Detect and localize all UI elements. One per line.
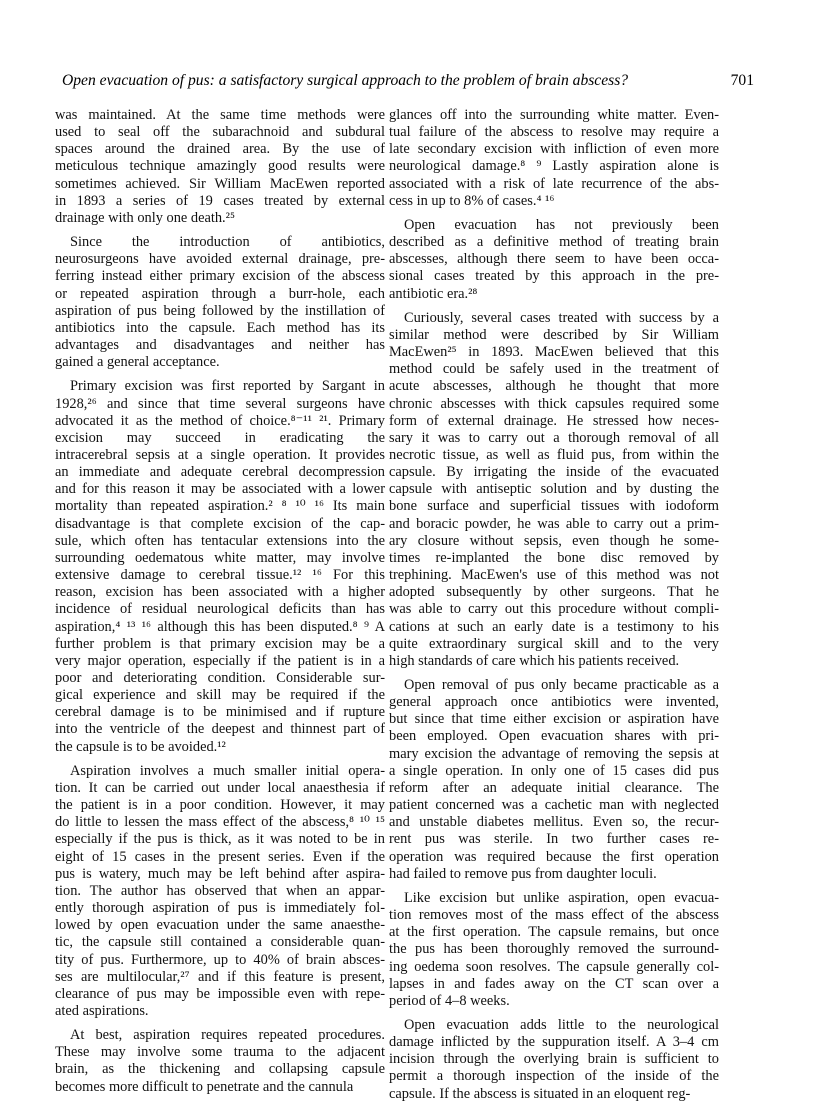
text-line: 1928,²⁶ and since that time several surgeons have [55, 395, 385, 412]
text-line: high standards of care which his patients received. [389, 652, 680, 669]
text-line: becomes more difficult to penetrate and the cannula [55, 1078, 354, 1095]
text-line: ently thorough aspiration of pus is immediately fol- [55, 900, 385, 917]
text-line: cations at such an early date is a testimony to his [389, 618, 719, 635]
paragraph [389, 310, 719, 670]
text-line: capsule. By irrigating the inside of the evacuated [389, 464, 719, 481]
text-line: had failed to remove pus from daughter loculi. [389, 865, 657, 882]
text-line: and boracic powder, he was able to carry out a prim- [389, 515, 719, 532]
text-line: Aspiration involves a much smaller initial opera- [70, 762, 385, 779]
paragraph [389, 217, 719, 303]
text-line: necrotic tissue, as well as fluid pus, from within the [389, 446, 719, 463]
paragraph [389, 890, 719, 1010]
text-line: Like excision but unlike aspiration, open evacua- [404, 889, 719, 906]
paragraph [55, 378, 385, 755]
text-line: in 1893 a series of 19 cases treated by external [55, 192, 385, 209]
text-line: intracerebral sepsis at a single operation. It provides [55, 446, 385, 463]
text-line: and for this reason it may be associated with a lower [55, 481, 385, 498]
text-line: extensive damage to cerebral tissue.¹² ¹⁶ For this [55, 567, 385, 584]
running-header [62, 72, 754, 96]
text-line: especially if the pus is thick, as it was noted to be in [55, 831, 385, 848]
text-line: incision through the overlying brain is sufficient to [389, 1051, 719, 1068]
text-line: lowed by open evacuation under the same anaesthe- [55, 917, 385, 934]
left-text-column [55, 107, 385, 1103]
paragraph [55, 1027, 385, 1096]
text-line: a single operation. In only one of 15 cases did pus [389, 762, 719, 779]
text-line: and unstable diabetes mellitus. Even so, the recur- [389, 814, 719, 831]
text-line: eight of 15 cases in the present series. Even if the [55, 848, 385, 865]
text-line: poor and deteriorating condition. Considerable sur- [55, 670, 385, 686]
text-line: aspiration of pus being followed by the instillation of [55, 302, 385, 319]
text-line: tion removes most of the mass effect of the abscess [389, 907, 719, 924]
text-line: associated with a risk of late recurrence of the abs- [389, 175, 719, 192]
text-line: was able to carry out this procedure without compli- [389, 601, 719, 618]
text-line: or repeated aspiration through a burr-hole, each [55, 285, 385, 302]
text-line: lapses in and fades away on the CT scan over a [389, 975, 719, 992]
text-line: tic, the capsule still contained a considerable quan- [55, 934, 385, 951]
text-line: Open evacuation has not previously been [404, 216, 719, 233]
text-line: These may involve some trauma to the adjacent [55, 1044, 385, 1061]
text-line: been employed. Open evacuation shares with pri- [389, 728, 719, 745]
text-line: reform after an adequate initial clearance. The [389, 779, 719, 796]
running-title: Open evacuation of pus: a satisfactory surgical approach to the problem of brain abscess? [62, 72, 629, 89]
text-line: but since that time either excision or aspiration have [389, 711, 719, 728]
right-text-column [389, 107, 719, 1110]
text-line: times re-implanted the bone disc removed by [389, 549, 719, 566]
text-line: advocated it as the method of choice.⁸⁻¹¹ ²¹. Primary [55, 412, 385, 429]
text-line: chronic abscesses with thick capsules required some [389, 395, 719, 412]
text-line: acute abscesses, although he thought that more [389, 378, 719, 395]
text-line: adopted subsequently by other surgeons. That he [389, 584, 719, 601]
paragraph [389, 1017, 719, 1103]
text-line: neurological damage.⁸ ⁹ Lastly aspiration alone is [389, 158, 719, 175]
text-line: gical experience and skill may be required if the [55, 687, 385, 704]
text-line: was maintained. At the same time methods were [55, 107, 385, 123]
text-line: meticulous technique amazingly good results were [55, 158, 385, 175]
text-line: capsule with antiseptic solution and by dusting the [389, 481, 719, 498]
text-line: ses are multilocular,²⁷ and if this feature is present, [55, 968, 385, 985]
text-line: bone surface and superficial tissues with iodoform [389, 498, 719, 515]
text-line: mary excision the advantage of removing the sepsis at [389, 745, 719, 762]
text-line: capsule. If the abscess is situated in an eloquent reg- [389, 1085, 691, 1102]
text-line: ary closure without sepsis, even though he some- [389, 532, 719, 549]
text-line: glances off into the surrounding white matter. Even- [389, 107, 719, 123]
paragraph [55, 107, 385, 227]
text-line: sional cases treated by this approach in the pre- [389, 268, 719, 285]
text-line: surrounding oedematous white matter, may involve [55, 549, 385, 566]
text-line: incidence of residual neurological deficits than has [55, 601, 385, 618]
text-line: the pus has been thoroughly removed the surround- [389, 941, 719, 958]
text-line: into the ventricle of the deepest and thinnest part of [55, 721, 385, 738]
text-line: Since the introduction of antibiotics, [70, 234, 385, 251]
text-line: permit a thorough inspection of the inside of the [389, 1068, 719, 1085]
text-line: further problem is that primary excision may be a [55, 635, 385, 652]
text-line: at the first operation. The capsule remains, but once [389, 924, 719, 941]
text-line: Primary excision was first reported by Sargant in [70, 378, 385, 395]
paragraph [55, 763, 385, 1020]
text-line: Curiously, several cases treated with success by a [404, 309, 719, 326]
text-line: used to seal off the subarachnoid and subdural [55, 124, 385, 141]
text-line: operation was required because the first operation [389, 848, 719, 865]
text-line: cess in up to 8% of cases.⁴ ¹⁶ [389, 192, 555, 209]
text-line: an immediate and adequate cerebral decompression [55, 464, 385, 481]
text-line: form of external drainage. He stressed how neces- [389, 412, 719, 429]
text-line: late secondary excision with infliction of even more [389, 141, 719, 158]
text-line: ated aspirations. [55, 1002, 149, 1019]
paragraph [389, 677, 719, 883]
text-line: general approach once antibiotics were invented, [389, 694, 719, 711]
text-line: tity of pus. Furthermore, up to 40% of brain absces- [55, 951, 385, 968]
text-line: the patient is in a poor condition. However, it may [55, 797, 385, 814]
text-line: sometimes achieved. Sir William MacEwen reported [55, 175, 385, 192]
text-line: tion. The author has observed that when an appar- [55, 882, 385, 899]
text-line: tion. It can be carried out under local anaesthesia if [55, 779, 385, 796]
text-line: tual failure of the abscess to resolve may require a [389, 124, 719, 141]
text-line: MacEwen²⁵ in 1893. MacEwen believed that this [389, 344, 719, 361]
text-line: reason, excision has been associated with a higher [55, 584, 385, 601]
text-line: At best, aspiration requires repeated procedures. [70, 1027, 385, 1044]
text-line: gained a general acceptance. [55, 354, 220, 371]
text-line: quite extraordinary surgical skill and to the very [389, 635, 719, 652]
text-line: described as a definitive method of treating brain [389, 234, 719, 251]
text-line: antibiotic era.²⁸ [389, 285, 478, 302]
text-line: neurosurgeons have avoided external drainage, pre- [55, 251, 385, 268]
text-line: advantages and disadvantages and neither has [55, 337, 385, 354]
text-line: the capsule is to be avoided.¹² [55, 738, 226, 755]
page-number: 701 [730, 72, 754, 89]
text-line: antibiotics into the capsule. Each method has its [55, 319, 385, 336]
text-line: pus is watery, much may be left behind after aspira- [55, 865, 385, 882]
text-line: trephining. MacEwen's use of this method was not [389, 567, 719, 584]
text-line: brain, as the thickening and collapsing capsule [55, 1061, 385, 1078]
text-line: rent pus was sterile. In two further cases re- [389, 831, 719, 848]
text-line: patient concerned was a cachetic man with neglected [389, 797, 719, 814]
text-line: Open removal of pus only became practicable as a [404, 677, 719, 693]
text-line: spaces around the drained area. By the use of [55, 141, 385, 158]
text-line: similar method were described by Sir William [389, 326, 719, 343]
text-line: very major operation, especially if the patient is in a [55, 652, 385, 669]
text-line: sary it was to carry out a thorough removal of all [389, 429, 719, 446]
text-line: mortality than repeated aspiration.² ⁸ ¹⁰ ¹⁶ Its main [55, 498, 385, 515]
text-line: Open evacuation adds little to the neurological [404, 1016, 719, 1033]
text-line: aspiration,⁴ ¹³ ¹⁶ although this has been disputed.⁸ ⁹ A [55, 618, 385, 635]
paragraph [389, 107, 719, 210]
text-line: clearance of pus may be impossible even with repe- [55, 985, 385, 1002]
text-line: ing oedema soon resolves. The capsule generally col- [389, 958, 719, 975]
text-line: period of 4–8 weeks. [389, 992, 510, 1009]
text-line: excision may succeed in eradicating the [55, 429, 385, 446]
text-line: sule, which often has tentacular extensions into the [55, 532, 385, 549]
text-line: method could be safely used in the treatment of [389, 361, 719, 378]
text-line: ferring instead either primary excision of the abscess [55, 268, 385, 285]
text-line: cerebral damage is to be minimised and if rupture [55, 704, 385, 721]
text-line: abscesses, although there seem to have been occa- [389, 251, 719, 268]
paragraph [55, 234, 385, 371]
text-line: damage inflicted by the suppuration itself. A 3–4 cm [389, 1034, 719, 1051]
text-line: disadvantage is that complete excision of the cap- [55, 515, 385, 532]
text-line: drainage with only one death.²⁵ [55, 209, 235, 226]
text-line: do little to lessen the mass effect of the abscess,⁸ ¹⁰ ¹⁵ [55, 814, 385, 831]
